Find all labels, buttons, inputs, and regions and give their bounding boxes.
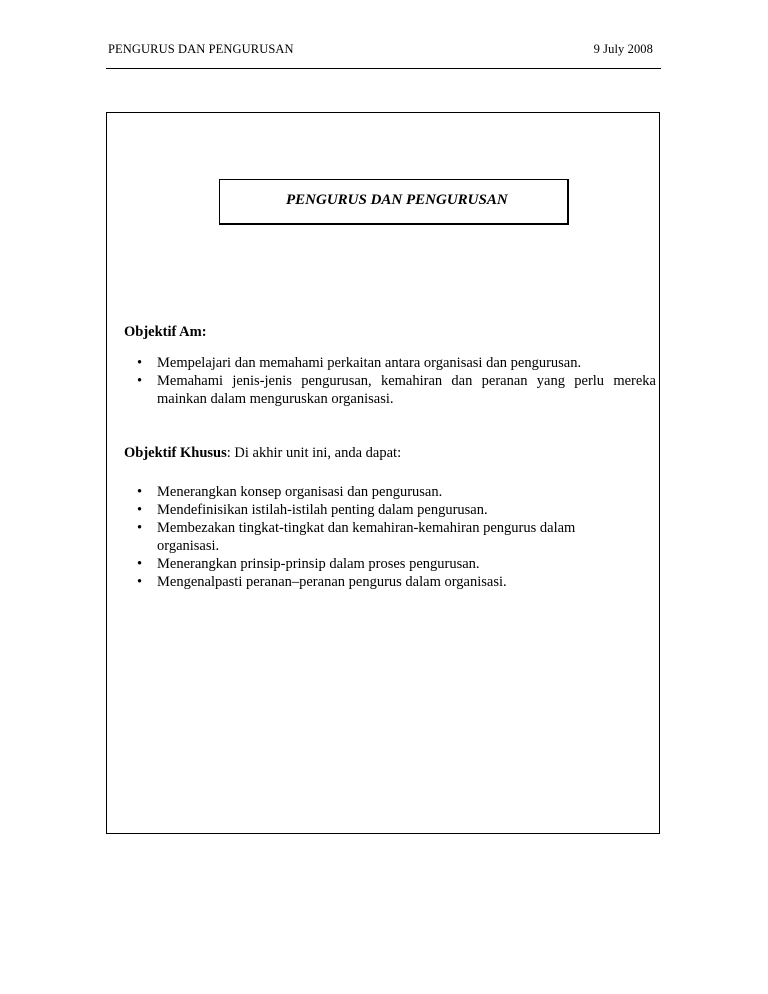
list-item (124, 501, 656, 519)
list-item-text: Membezakan tingkat-tingkat dan kemahiran-kemahiran pengurus dalam organisasi. (157, 520, 576, 554)
bullet-icon: • (137, 574, 143, 590)
content-frame (106, 112, 660, 834)
list-item (124, 354, 656, 372)
list-item-text: Memahami jenis-jenis pengurusan, kemahiran dan peranan yang perlu mereka mainkan dalam menguruskan organisasi. (157, 373, 656, 407)
list-item (124, 573, 656, 591)
specific-objectives-label: Objektif Khusus (124, 445, 227, 461)
specific-objectives-intro: : Di akhir unit ini, anda dapat: (226, 445, 402, 461)
list-item (124, 555, 656, 573)
bullet-icon: • (137, 502, 143, 518)
page-title: PENGURUS DAN PENGURUSAN (286, 192, 508, 208)
list-item-text: Mempelajari dan memahami perkaitan antara organisasi dan pengurusan. (157, 355, 582, 371)
bullet-icon: • (137, 373, 143, 389)
general-objectives-list (124, 354, 656, 408)
specific-objectives-heading (124, 445, 401, 462)
list-item-text: Menerangkan prinsip-prinsip dalam proses pengurusan. (157, 556, 480, 572)
page-header (106, 42, 661, 69)
header-title: PENGURUS DAN PENGURUSAN (108, 42, 294, 56)
bullet-icon: • (137, 520, 143, 536)
list-item-text: Mengenalpasti peranan–peranan pengurus dalam organisasi. (157, 574, 507, 590)
bullet-icon: • (137, 355, 143, 371)
bullet-icon: • (137, 556, 143, 572)
list-item (124, 519, 656, 555)
general-objectives-heading: Objektif Am: (124, 324, 207, 340)
header-date: 9 July 2008 (593, 42, 653, 56)
specific-objectives-list (124, 483, 656, 591)
list-item-text: Mendefinisikan istilah-istilah penting dalam pengurusan. (157, 502, 488, 518)
list-item (124, 372, 656, 408)
bullet-icon: • (137, 484, 143, 500)
title-box (219, 179, 569, 225)
list-item (124, 483, 656, 501)
list-item-text: Menerangkan konsep organisasi dan pengurusan. (157, 484, 443, 500)
